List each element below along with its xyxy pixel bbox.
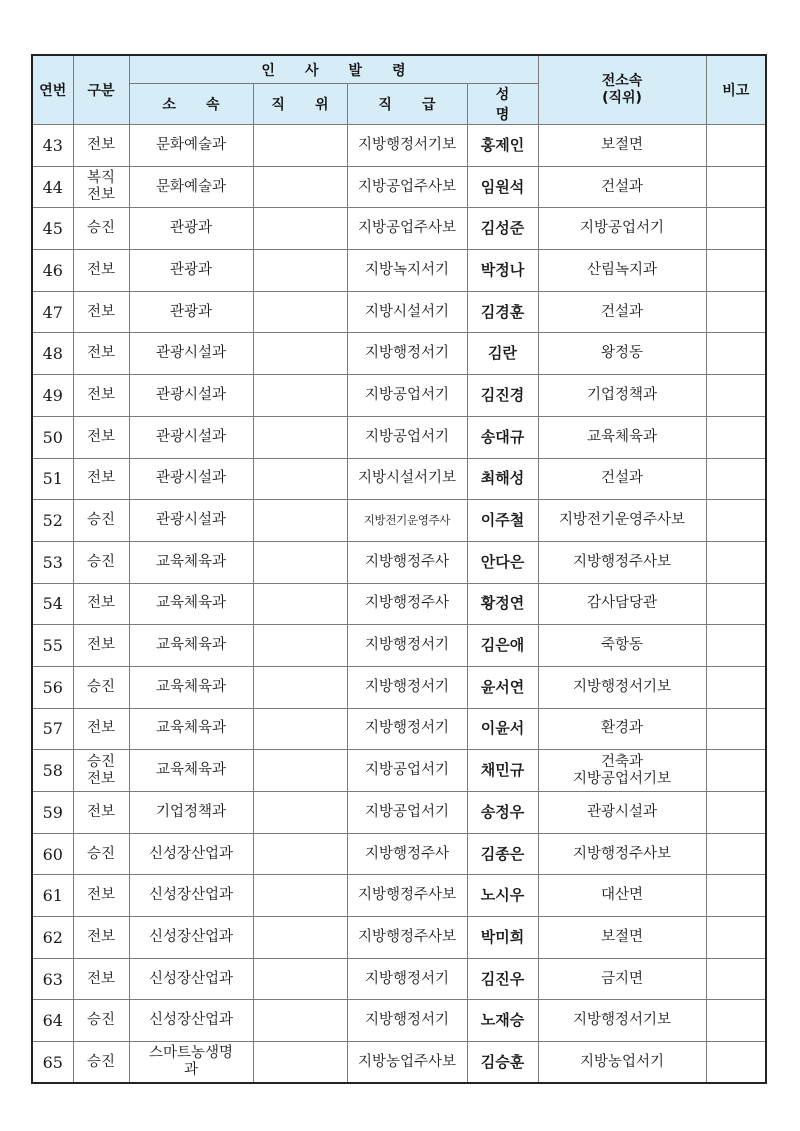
table-row	[32, 583, 766, 625]
note-cell	[706, 625, 766, 667]
category-cell	[73, 625, 129, 667]
category-cell-line: 전보	[86, 970, 115, 987]
header-dept: 소 속	[129, 84, 253, 125]
personnel-order-table	[31, 54, 767, 1084]
previous-dept-cell	[538, 666, 706, 708]
previous-dept-cell-line: 환경과	[601, 720, 644, 737]
position-cell	[253, 416, 347, 458]
table-row	[32, 166, 766, 208]
category-cell	[73, 917, 129, 959]
name-cell: 김성준	[467, 208, 538, 250]
header-grade: 직 급	[347, 84, 467, 125]
dept-cell-line: 문화예술과	[155, 178, 227, 195]
category-cell-line: 전보	[86, 770, 115, 787]
previous-dept-cell	[538, 1042, 706, 1084]
seq-cell: 58	[32, 750, 73, 792]
previous-dept-cell	[538, 250, 706, 292]
grade-cell: 지방전기운영주사	[347, 500, 467, 542]
table-row	[32, 375, 766, 417]
grade-cell: 지방행정주사	[347, 541, 467, 583]
table-row	[32, 500, 766, 542]
previous-dept-cell-line: 산림녹지과	[586, 261, 658, 278]
previous-dept-cell	[538, 500, 706, 542]
name-cell: 최해성	[467, 458, 538, 500]
dept-cell	[129, 917, 253, 959]
category-cell-line: 전보	[86, 928, 115, 945]
name-cell: 김경훈	[467, 291, 538, 333]
grade-cell: 지방시설서기	[347, 291, 467, 333]
name-cell: 임원석	[467, 166, 538, 208]
name-cell: 김승훈	[467, 1042, 538, 1084]
category-cell-line: 승진	[86, 553, 115, 570]
previous-dept-cell	[538, 750, 706, 792]
category-cell-line: 승진	[86, 678, 115, 695]
note-cell	[706, 208, 766, 250]
category-cell	[73, 291, 129, 333]
category-cell	[73, 333, 129, 375]
position-cell	[253, 708, 347, 750]
table-row	[32, 125, 766, 167]
seq-cell: 61	[32, 875, 73, 917]
name-cell: 송대규	[467, 416, 538, 458]
dept-cell	[129, 500, 253, 542]
dept-cell-line: 관광과	[169, 220, 213, 237]
grade-cell: 지방녹지서기	[347, 250, 467, 292]
name-cell: 김란	[467, 333, 538, 375]
seq-cell: 62	[32, 917, 73, 959]
table-header	[32, 55, 766, 125]
position-cell	[253, 1042, 347, 1084]
dept-cell-line: 관광시설과	[155, 470, 227, 487]
note-cell	[706, 1042, 766, 1084]
dept-cell-line: 교육체육과	[155, 595, 227, 612]
table-row	[32, 333, 766, 375]
note-cell	[706, 1000, 766, 1042]
dept-cell	[129, 750, 253, 792]
table-row	[32, 250, 766, 292]
previous-dept-cell-line: 건설과	[601, 178, 644, 195]
note-cell	[706, 833, 766, 875]
note-cell	[706, 541, 766, 583]
header-position: 직 위	[253, 84, 347, 125]
category-cell-line: 전보	[86, 428, 115, 445]
header-name: 성 명	[467, 84, 538, 125]
position-cell	[253, 666, 347, 708]
previous-dept-cell-line: 건설과	[601, 303, 644, 320]
previous-dept-cell	[538, 875, 706, 917]
previous-dept-cell-line: 지방전기운영주사보	[558, 512, 686, 529]
previous-dept-cell	[538, 792, 706, 834]
position-cell	[253, 583, 347, 625]
table-row	[32, 958, 766, 1000]
seq-cell: 53	[32, 541, 73, 583]
grade-cell: 지방행정서기	[347, 958, 467, 1000]
table-row	[32, 666, 766, 708]
dept-cell-line: 교육체육과	[155, 720, 227, 737]
name-cell: 김진우	[467, 958, 538, 1000]
category-cell-line: 승진	[86, 753, 115, 770]
dept-cell-line: 신성장산업과	[148, 845, 234, 862]
seq-cell: 64	[32, 1000, 73, 1042]
position-cell	[253, 500, 347, 542]
category-cell	[73, 666, 129, 708]
category-cell-line: 전보	[86, 386, 115, 403]
previous-dept-cell	[538, 291, 706, 333]
name-cell: 김진경	[467, 375, 538, 417]
category-cell-line: 전보	[86, 637, 115, 654]
previous-dept-cell-line: 건설과	[601, 470, 644, 487]
previous-dept-cell	[538, 708, 706, 750]
dept-cell	[129, 125, 253, 167]
position-cell	[253, 833, 347, 875]
note-cell	[706, 416, 766, 458]
category-cell	[73, 500, 129, 542]
category-cell-line: 전보	[86, 345, 115, 362]
position-cell	[253, 166, 347, 208]
note-cell	[706, 500, 766, 542]
position-cell	[253, 250, 347, 292]
category-cell-line: 전보	[86, 261, 115, 278]
note-cell	[706, 958, 766, 1000]
category-cell	[73, 250, 129, 292]
dept-cell-line: 관광과	[169, 261, 213, 278]
position-cell	[253, 458, 347, 500]
previous-dept-cell	[538, 166, 706, 208]
grade-cell: 지방공업서기	[347, 416, 467, 458]
previous-dept-cell-line: 감사담당관	[586, 595, 658, 612]
seq-cell: 51	[32, 458, 73, 500]
table-row	[32, 792, 766, 834]
dept-cell	[129, 833, 253, 875]
previous-dept-cell	[538, 625, 706, 667]
previous-dept-cell	[538, 416, 706, 458]
category-cell-line: 전보	[86, 803, 115, 820]
dept-cell	[129, 291, 253, 333]
grade-cell: 지방공업서기	[347, 375, 467, 417]
seq-cell: 63	[32, 958, 73, 1000]
category-cell	[73, 833, 129, 875]
dept-cell-line: 교육체육과	[155, 553, 227, 570]
dept-cell-line: 신성장산업과	[148, 970, 234, 987]
name-cell: 박미희	[467, 917, 538, 959]
category-cell-line: 승진	[86, 845, 115, 862]
position-cell	[253, 750, 347, 792]
grade-cell: 지방공업서기	[347, 750, 467, 792]
category-cell	[73, 458, 129, 500]
dept-cell	[129, 958, 253, 1000]
header-note: 비고	[706, 55, 766, 125]
header-order-group: 인 사 발 령	[129, 55, 538, 84]
category-cell	[73, 375, 129, 417]
category-cell-line: 승진	[86, 220, 115, 237]
dept-cell	[129, 333, 253, 375]
grade-cell: 지방시설서기보	[347, 458, 467, 500]
category-cell	[73, 416, 129, 458]
category-cell-line: 전보	[86, 720, 115, 737]
category-cell-line: 전보	[86, 187, 115, 204]
dept-cell	[129, 375, 253, 417]
table-row	[32, 833, 766, 875]
category-cell	[73, 875, 129, 917]
previous-dept-cell-line: 왕정동	[601, 345, 644, 362]
dept-cell-line: 관광시설과	[155, 345, 227, 362]
previous-dept-cell-line: 교육체육과	[586, 428, 658, 445]
header-seq: 연번	[32, 55, 73, 125]
table-row	[32, 625, 766, 667]
position-cell	[253, 125, 347, 167]
category-cell	[73, 1000, 129, 1042]
previous-dept-cell-line: 금지면	[601, 970, 644, 987]
previous-dept-cell-line: 지방행정주사보	[572, 553, 672, 570]
dept-cell-line: 교육체육과	[155, 678, 227, 695]
category-cell-line: 복직	[86, 170, 115, 187]
previous-dept-cell	[538, 917, 706, 959]
grade-cell: 지방행정서기	[347, 333, 467, 375]
category-cell	[73, 208, 129, 250]
name-cell: 홍제인	[467, 125, 538, 167]
header-previous-dept-line1: 전소속	[601, 73, 643, 89]
note-cell	[706, 166, 766, 208]
position-cell	[253, 792, 347, 834]
category-cell-line: 승진	[86, 1012, 115, 1029]
note-cell	[706, 375, 766, 417]
seq-cell: 46	[32, 250, 73, 292]
seq-cell: 60	[32, 833, 73, 875]
table-row	[32, 458, 766, 500]
dept-cell	[129, 458, 253, 500]
dept-cell-line: 과	[183, 1062, 198, 1079]
category-cell	[73, 583, 129, 625]
category-cell	[73, 541, 129, 583]
category-cell	[73, 708, 129, 750]
name-cell: 노재승	[467, 1000, 538, 1042]
previous-dept-cell	[538, 583, 706, 625]
name-cell: 황정연	[467, 583, 538, 625]
dept-cell-line: 관광시설과	[155, 386, 227, 403]
grade-cell: 지방공업주사보	[347, 166, 467, 208]
dept-cell-line: 스마트농생명	[148, 1045, 234, 1062]
previous-dept-cell-line: 지방행정서기보	[572, 1012, 672, 1029]
seq-cell: 48	[32, 333, 73, 375]
previous-dept-cell	[538, 125, 706, 167]
table-row	[32, 875, 766, 917]
seq-cell: 43	[32, 125, 73, 167]
grade-cell: 지방행정주사	[347, 583, 467, 625]
position-cell	[253, 625, 347, 667]
category-cell	[73, 750, 129, 792]
category-cell	[73, 166, 129, 208]
position-cell	[253, 917, 347, 959]
previous-dept-cell-line: 대산면	[601, 887, 644, 904]
note-cell	[706, 125, 766, 167]
position-cell	[253, 1000, 347, 1042]
previous-dept-cell	[538, 208, 706, 250]
table-row	[32, 416, 766, 458]
position-cell	[253, 375, 347, 417]
previous-dept-cell-line: 지방행정서기보	[572, 678, 672, 695]
grade-cell: 지방행정서기보	[347, 125, 467, 167]
seq-cell: 47	[32, 291, 73, 333]
note-cell	[706, 666, 766, 708]
grade-cell: 지방농업주사보	[347, 1042, 467, 1084]
note-cell	[706, 291, 766, 333]
dept-cell	[129, 1000, 253, 1042]
previous-dept-cell	[538, 958, 706, 1000]
position-cell	[253, 333, 347, 375]
seq-cell: 65	[32, 1042, 73, 1084]
seq-cell: 49	[32, 375, 73, 417]
table-row	[32, 1000, 766, 1042]
name-cell: 송정우	[467, 792, 538, 834]
dept-cell-line: 교육체육과	[155, 762, 227, 779]
category-cell	[73, 125, 129, 167]
table-row	[32, 750, 766, 792]
previous-dept-cell-line: 보절면	[601, 136, 644, 153]
dept-cell	[129, 541, 253, 583]
position-cell	[253, 541, 347, 583]
note-cell	[706, 750, 766, 792]
dept-cell-line: 신성장산업과	[148, 928, 234, 945]
grade-cell: 지방행정서기	[347, 625, 467, 667]
dept-cell	[129, 208, 253, 250]
dept-cell-line: 신성장산업과	[148, 887, 234, 904]
previous-dept-cell-line: 지방공업서기보	[572, 770, 672, 787]
category-cell-line: 전보	[86, 136, 115, 153]
grade-cell: 지방행정서기	[347, 708, 467, 750]
header-previous-dept	[538, 55, 706, 125]
dept-cell	[129, 625, 253, 667]
note-cell	[706, 583, 766, 625]
grade-cell: 지방행정주사보	[347, 875, 467, 917]
dept-cell-line: 관광시설과	[155, 512, 227, 529]
dept-cell-line: 신성장산업과	[148, 1012, 234, 1029]
name-cell: 김은애	[467, 625, 538, 667]
category-cell-line: 전보	[86, 595, 115, 612]
position-cell	[253, 875, 347, 917]
dept-cell	[129, 792, 253, 834]
previous-dept-cell-line: 지방행정주사보	[572, 845, 672, 862]
previous-dept-cell	[538, 1000, 706, 1042]
category-cell-line: 승진	[86, 1053, 115, 1070]
dept-cell-line: 관광과	[169, 303, 213, 320]
previous-dept-cell	[538, 541, 706, 583]
seq-cell: 50	[32, 416, 73, 458]
seq-cell: 59	[32, 792, 73, 834]
dept-cell	[129, 583, 253, 625]
dept-cell-line: 관광시설과	[155, 428, 227, 445]
header-previous-dept-line2: (직위)	[602, 90, 642, 106]
note-cell	[706, 792, 766, 834]
name-cell: 윤서연	[467, 666, 538, 708]
dept-cell	[129, 166, 253, 208]
seq-cell: 44	[32, 166, 73, 208]
position-cell	[253, 291, 347, 333]
previous-dept-cell-line: 지방농업서기	[579, 1053, 665, 1070]
dept-cell	[129, 875, 253, 917]
position-cell	[253, 958, 347, 1000]
previous-dept-cell-line: 죽항동	[601, 637, 644, 654]
previous-dept-cell-line: 보절면	[601, 928, 644, 945]
previous-dept-cell-line: 기업정책과	[586, 386, 658, 403]
previous-dept-cell	[538, 458, 706, 500]
seq-cell: 45	[32, 208, 73, 250]
dept-cell-line: 교육체육과	[155, 637, 227, 654]
name-cell: 채민규	[467, 750, 538, 792]
category-cell	[73, 792, 129, 834]
name-cell: 노시우	[467, 875, 538, 917]
dept-cell	[129, 666, 253, 708]
table-row	[32, 917, 766, 959]
note-cell	[706, 250, 766, 292]
name-cell: 박정나	[467, 250, 538, 292]
previous-dept-cell	[538, 833, 706, 875]
previous-dept-cell	[538, 375, 706, 417]
note-cell	[706, 917, 766, 959]
seq-cell: 57	[32, 708, 73, 750]
category-cell-line: 전보	[86, 887, 115, 904]
category-cell-line: 전보	[86, 470, 115, 487]
grade-cell: 지방공업서기	[347, 792, 467, 834]
note-cell	[706, 708, 766, 750]
seq-cell: 52	[32, 500, 73, 542]
dept-cell	[129, 250, 253, 292]
table-row	[32, 1042, 766, 1084]
previous-dept-cell-line: 지방공업서기	[579, 220, 665, 237]
category-cell	[73, 958, 129, 1000]
name-cell: 김종은	[467, 833, 538, 875]
grade-cell: 지방행정주사	[347, 833, 467, 875]
note-cell	[706, 333, 766, 375]
previous-dept-cell-line: 건축과	[601, 753, 644, 770]
position-cell	[253, 208, 347, 250]
previous-dept-cell-line: 관광시설과	[586, 803, 658, 820]
name-cell: 안다은	[467, 541, 538, 583]
table-row	[32, 541, 766, 583]
dept-cell-line: 문화예술과	[155, 136, 227, 153]
name-cell: 이주철	[467, 500, 538, 542]
table-row	[32, 208, 766, 250]
table-row	[32, 291, 766, 333]
header-category: 구분	[73, 55, 129, 125]
note-cell	[706, 458, 766, 500]
grade-cell: 지방행정서기	[347, 666, 467, 708]
dept-cell-line: 기업정책과	[155, 803, 227, 820]
grade-cell: 지방공업주사보	[347, 208, 467, 250]
grade-cell: 지방행정주사보	[347, 917, 467, 959]
category-cell	[73, 1042, 129, 1084]
seq-cell: 54	[32, 583, 73, 625]
seq-cell: 56	[32, 666, 73, 708]
table-body	[32, 125, 766, 1084]
seq-cell: 55	[32, 625, 73, 667]
table-row	[32, 708, 766, 750]
grade-cell: 지방행정서기	[347, 1000, 467, 1042]
note-cell	[706, 875, 766, 917]
dept-cell	[129, 1042, 253, 1084]
previous-dept-cell	[538, 333, 706, 375]
dept-cell	[129, 416, 253, 458]
name-cell: 이윤서	[467, 708, 538, 750]
category-cell-line: 승진	[86, 512, 115, 529]
category-cell-line: 전보	[86, 303, 115, 320]
dept-cell	[129, 708, 253, 750]
